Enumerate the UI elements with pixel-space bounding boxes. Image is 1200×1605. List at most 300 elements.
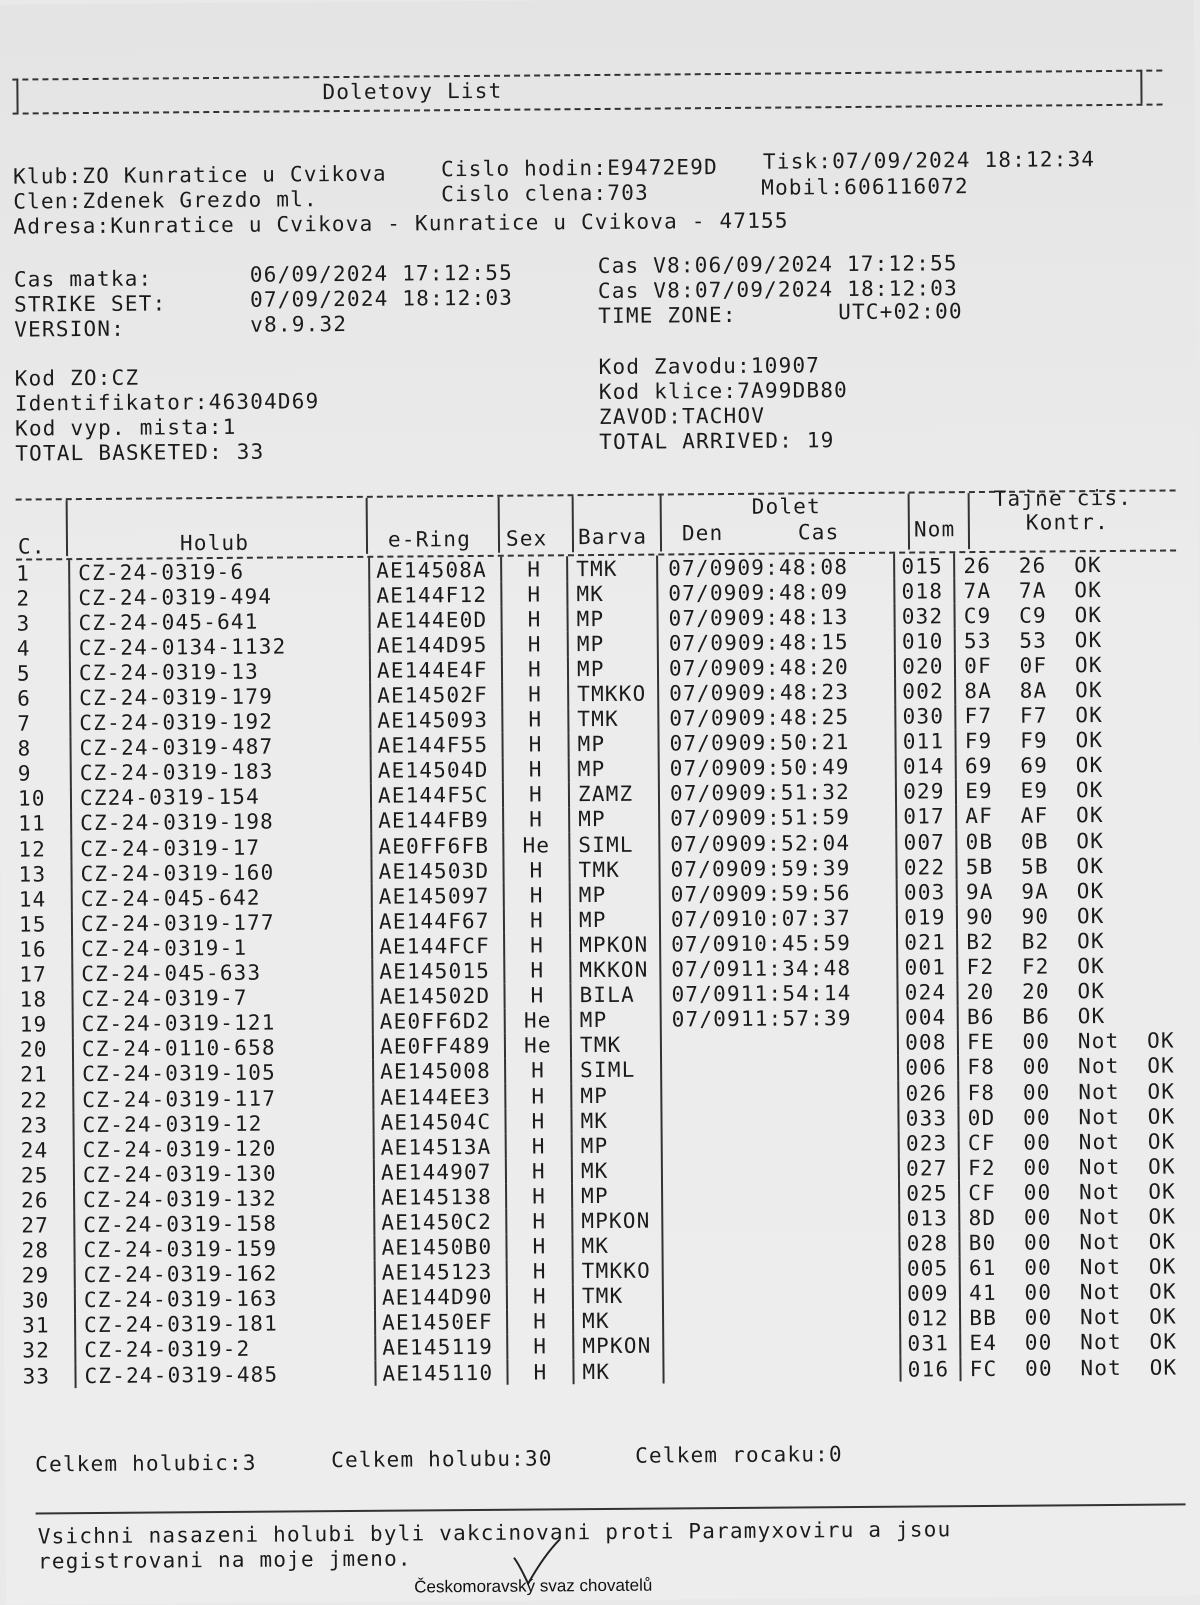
- cell-barva: MPKON: [572, 1208, 662, 1234]
- cell-barva: MP: [571, 1007, 661, 1033]
- title-box: [12, 54, 1162, 131]
- cell-number: 4: [16, 636, 31, 661]
- kod-zo-text: Kod ZO:CZ: [14, 365, 140, 391]
- cas-matka-value: 06/09/2024 17:12:55: [249, 260, 513, 287]
- cell-holub: CZ-24-0319-132: [74, 1185, 374, 1212]
- cell-sex: H: [501, 581, 567, 607]
- cell-barva: MK: [572, 1158, 662, 1184]
- cell-nom: 013: [899, 1206, 959, 1232]
- cell-cas: [744, 1357, 901, 1383]
- cell-holub: CZ-24-0319-177: [72, 909, 372, 936]
- cell-cas: 09:59:56: [739, 880, 851, 906]
- cell-cas: 09:48:13: [737, 604, 849, 630]
- cell-cas: 09:50:21: [738, 730, 850, 756]
- cell-den: 07/09: [660, 956, 740, 982]
- zavod-text: ZAVOD:TACHOV: [598, 403, 766, 429]
- cell-den: 07/09: [660, 981, 740, 1007]
- cell-barva: MK: [571, 1108, 661, 1134]
- cell-number: 24: [20, 1138, 49, 1163]
- cell-kontr: 26 26 OK: [954, 551, 1183, 578]
- cell-barva: TMK: [567, 556, 657, 582]
- cell-number: 25: [20, 1163, 49, 1188]
- cell-den: [662, 1132, 742, 1158]
- cell-holub: CZ-24-0319-485: [75, 1361, 375, 1388]
- cell-nom: 024: [898, 980, 958, 1006]
- cell-barva: MP: [568, 731, 658, 757]
- cell-sex: H: [502, 657, 568, 683]
- cell-nom: 012: [900, 1306, 960, 1332]
- cell-den: [662, 1207, 742, 1233]
- cell-sex: H: [506, 1209, 572, 1235]
- cell-barva: MP: [570, 907, 660, 933]
- kod-zavodu-text: Kod Zavodu:10907: [598, 353, 821, 379]
- clen-text: Clen:Zdenek Grezdo ml.: [13, 187, 318, 214]
- cell-cas: 09:52:04: [739, 830, 851, 856]
- cell-sex: H: [506, 1234, 572, 1260]
- cell-holub: CZ24-0319-154: [71, 784, 371, 811]
- cell-sex: H: [507, 1359, 573, 1385]
- cell-den: 07/09: [659, 806, 739, 832]
- cell-ering: AE1450EF: [375, 1310, 507, 1336]
- cell-barva: TMK: [568, 706, 658, 732]
- cell-barva: TMKKO: [573, 1258, 663, 1284]
- cell-barva: MP: [570, 882, 660, 908]
- col-tajne-header: Tajne cis.: [993, 485, 1133, 511]
- cell-nom: 015: [894, 553, 954, 579]
- cell-cas: 10:45:59: [740, 930, 852, 956]
- cell-barva: MP: [568, 656, 658, 682]
- header-sep: [968, 493, 970, 549]
- cell-den: 07/09: [658, 630, 738, 656]
- cell-sex: H: [501, 556, 567, 582]
- cell-den: [663, 1358, 743, 1384]
- cell-kontr: AF AF OK: [956, 802, 1185, 829]
- total-rocaku: Celkem rocaku:0: [635, 1442, 843, 1468]
- cell-holub: CZ-24-0319-162: [75, 1260, 375, 1287]
- cell-sex: H: [503, 782, 569, 808]
- cell-kontr: 61 00 Not OK: [960, 1254, 1189, 1281]
- cell-number: 33: [22, 1363, 51, 1389]
- cell-number: 29: [21, 1263, 50, 1288]
- cell-ering: AE144EE3: [373, 1084, 505, 1110]
- cell-nom: 011: [896, 729, 956, 755]
- cell-ering: AE144FB9: [371, 808, 503, 834]
- cell-number: 20: [19, 1037, 48, 1062]
- total-arrived-text: TOTAL ARRIVED: 19: [599, 428, 835, 454]
- cell-sex: H: [506, 1184, 572, 1210]
- cell-cas: 09:48:20: [738, 654, 850, 680]
- mobil-text: Mobil:606116072: [761, 174, 969, 200]
- cell-kontr: F7 F7 OK: [955, 702, 1184, 729]
- cell-sex: H: [502, 732, 568, 758]
- cell-number: 1: [16, 561, 31, 586]
- cell-barva: MK: [573, 1308, 663, 1334]
- title-left-border: [16, 79, 18, 113]
- cell-kontr: 0D 00 Not OK: [959, 1103, 1188, 1130]
- cell-nom: 004: [898, 1005, 958, 1031]
- cell-ering: AE145097: [372, 883, 504, 909]
- cell-number: 6: [17, 686, 32, 711]
- cell-holub: CZ-24-0319-192: [70, 708, 370, 735]
- cell-holub: CZ-24-045-633: [72, 959, 372, 986]
- cell-sex: He: [503, 832, 569, 858]
- cell-barva: MP: [569, 756, 659, 782]
- cell-kontr: E9 E9 OK: [956, 777, 1185, 804]
- cell-ering: AE145123: [375, 1259, 507, 1285]
- cell-sex: H: [502, 632, 568, 658]
- cell-cas: [743, 1306, 900, 1332]
- cell-den: 07/09: [657, 580, 737, 606]
- cell-ering: AE0FF6D2: [373, 1008, 505, 1034]
- cell-nom: 016: [901, 1356, 961, 1382]
- cell-barva: MP: [571, 1082, 661, 1108]
- cell-kontr: 9A 9A OK: [957, 878, 1186, 905]
- cell-den: [663, 1258, 743, 1284]
- time-zone-value: UTC+02:00: [838, 299, 963, 325]
- cell-holub: CZ-24-0319-158: [74, 1210, 374, 1237]
- col-sex-header: Sex: [505, 526, 548, 551]
- kod-klice-text: Kod klice:7A99DB80: [598, 378, 849, 404]
- footer-rule: [36, 1503, 1186, 1514]
- cell-sex: H: [507, 1309, 573, 1335]
- cell-barva: MKKON: [570, 957, 660, 983]
- cell-den: 07/09: [657, 555, 737, 581]
- cell-nom: 026: [898, 1080, 958, 1106]
- cell-cas: [743, 1256, 900, 1282]
- cell-barva: SIML: [571, 1057, 661, 1083]
- cell-number: 14: [18, 887, 47, 912]
- cell-number: 10: [17, 786, 46, 811]
- cell-sex: H: [506, 1158, 572, 1184]
- cell-nom: 021: [897, 930, 957, 956]
- cell-holub: CZ-24-0319-13: [70, 658, 370, 685]
- cell-den: 07/09: [658, 705, 738, 731]
- cell-kontr: C9 C9 OK: [955, 602, 1184, 629]
- cell-cas: 11:34:48: [740, 956, 852, 981]
- header-sep: [498, 497, 500, 553]
- title-right-border: [1140, 70, 1142, 104]
- cell-nom: 017: [896, 804, 956, 830]
- cell-number: 13: [18, 862, 47, 887]
- cell-sex: H: [503, 757, 569, 783]
- cell-kontr: FC 00 Not OK: [961, 1354, 1190, 1381]
- cell-number: 26: [21, 1188, 49, 1213]
- cell-number: 28: [21, 1238, 50, 1263]
- cell-nom: 019: [897, 905, 957, 931]
- cell-barva: MK: [572, 1233, 662, 1259]
- cell-cas: 09:51:59: [739, 805, 851, 831]
- cell-nom: 007: [896, 829, 956, 855]
- cell-kontr: 8D 00 Not OK: [959, 1204, 1188, 1231]
- title-top-rule: [12, 70, 1162, 81]
- cell-number: 3: [16, 611, 31, 636]
- cell-den: 07/09: [658, 655, 738, 681]
- cell-cas: 09:50:49: [738, 755, 850, 781]
- cell-kontr: 8A 8A OK: [955, 677, 1184, 704]
- cell-holub: CZ-24-0319-179: [70, 683, 370, 710]
- cell-ering: AE14502F: [370, 682, 502, 708]
- cell-nom: 027: [899, 1155, 959, 1181]
- cell-holub: CZ-24-0319-159: [74, 1235, 374, 1262]
- vaccination-statement-line1: Vsichni nasazeni holubi byli vakcinovani proti Paramyxoviru a jsou: [37, 1517, 952, 1549]
- cell-nom: 029: [896, 779, 956, 805]
- cell-kontr: 0B 0B OK: [956, 827, 1185, 854]
- cell-number: 31: [22, 1313, 50, 1338]
- cell-nom: 010: [895, 628, 955, 654]
- cell-nom: 025: [899, 1181, 959, 1207]
- cell-ering: AE14503D: [371, 858, 503, 884]
- cell-holub: CZ-24-0319-198: [71, 809, 371, 836]
- cell-ering: AE145093: [370, 707, 502, 733]
- kod-vyp-mista-text: Kod vyp. mista:1: [14, 414, 237, 441]
- vaccination-statement-line2: registrovani na moje jmeno.: [37, 1546, 412, 1574]
- cell-sex: H: [507, 1284, 573, 1310]
- cell-den: 07/09: [657, 605, 737, 631]
- cell-ering: AE145119: [375, 1335, 507, 1361]
- cell-nom: 009: [900, 1281, 960, 1307]
- cell-den: 07/09: [660, 881, 740, 907]
- cell-ering: AE144907: [374, 1159, 506, 1185]
- cell-number: 23: [20, 1112, 49, 1138]
- cell-kontr: 0F 0F OK: [955, 652, 1184, 679]
- cell-nom: 030: [895, 704, 955, 730]
- cell-den: 07/09: [660, 931, 740, 957]
- cell-sex: H: [505, 1058, 571, 1084]
- cell-ering: AE145008: [373, 1059, 505, 1085]
- cell-cas: [743, 1332, 900, 1358]
- cell-nom: 002: [895, 679, 955, 705]
- cell-nom: 033: [899, 1105, 959, 1131]
- cell-cas: 11:57:39: [740, 1006, 852, 1032]
- cell-ering: AE144FCF: [372, 933, 504, 959]
- cell-number: 32: [22, 1338, 51, 1364]
- cell-number: 15: [18, 912, 47, 937]
- cell-barva: TMK: [569, 857, 659, 883]
- cell-sex: H: [501, 606, 567, 632]
- cell-sex: H: [502, 707, 568, 733]
- cell-barva: MK: [567, 581, 657, 607]
- cell-cas: [742, 1181, 899, 1207]
- cell-den: 07/09: [660, 906, 740, 932]
- header-sep: [908, 494, 910, 550]
- cell-holub: CZ-24-0319-6: [69, 558, 369, 585]
- cell-holub: CZ-24-0134-1132: [70, 633, 370, 660]
- cell-sex: H: [504, 958, 570, 984]
- cell-kontr: F8 00 Not OK: [958, 1078, 1187, 1105]
- cell-barva: TMKKO: [568, 681, 658, 707]
- cell-sex: He: [505, 1033, 571, 1059]
- cell-kontr: B6 B6 OK: [958, 1003, 1187, 1030]
- cell-ering: AE144D90: [375, 1284, 507, 1310]
- header-sep: [366, 498, 368, 554]
- total-holubic: Celkem holubic:3: [35, 1450, 257, 1477]
- cislo-hodin-text: Cislo hodin:E9472E9D: [440, 155, 719, 182]
- cell-holub: CZ-24-0319-17: [71, 834, 371, 861]
- cell-ering: AE145110: [375, 1360, 507, 1386]
- cell-nom: 006: [898, 1055, 958, 1081]
- klub-text: Klub:ZO Kunratice u Cvikova: [12, 161, 387, 189]
- cell-number: 22: [20, 1087, 49, 1113]
- cell-kontr: 5B 5B OK: [957, 853, 1186, 880]
- title-bottom-rule: [13, 104, 1163, 115]
- cell-kontr: CF 00 Not OK: [959, 1179, 1188, 1206]
- cell-cas: 09:48:09: [737, 579, 849, 605]
- cell-barva: ZAMZ: [569, 781, 659, 807]
- cell-cas: 11:54:14: [740, 981, 852, 1007]
- cell-cas: [741, 1030, 898, 1056]
- cell-kontr: E4 00 Not OK: [960, 1329, 1189, 1356]
- cell-kontr: F9 F9 OK: [956, 727, 1185, 754]
- col-dolet-header: Dolet: [751, 494, 822, 519]
- cell-kontr: 20 20 OK: [958, 978, 1187, 1005]
- cell-ering: AE14504C: [373, 1109, 505, 1135]
- col-kontr-header: Kontr.: [1025, 509, 1109, 535]
- cell-kontr: 90 90 OK: [957, 903, 1186, 930]
- cell-nom: 014: [896, 754, 956, 780]
- col-nom-header: Nom: [913, 517, 956, 542]
- cell-kontr: 53 53 OK: [955, 627, 1184, 654]
- cell-number: 9: [17, 761, 32, 786]
- time-zone-label: TIME ZONE:: [598, 302, 737, 328]
- cell-sex: H: [504, 983, 570, 1009]
- cell-holub: CZ-24-0319-1: [72, 934, 372, 961]
- cas-v8-1: Cas V8:06/09/2024 17:12:55: [597, 251, 958, 279]
- cell-barva: MP: [569, 806, 659, 832]
- cell-cas: 09:48:23: [738, 680, 850, 705]
- cell-kontr: BB 00 Not OK: [960, 1304, 1189, 1331]
- cell-den: 07/09: [658, 680, 738, 706]
- cell-den: [662, 1232, 742, 1258]
- cell-ering: AE0FF489: [373, 1034, 505, 1060]
- cell-cas: [742, 1106, 899, 1132]
- cell-den: [661, 1032, 741, 1058]
- cell-kontr: 69 69 OK: [956, 752, 1185, 779]
- cell-nom: 020: [895, 654, 955, 680]
- cell-kontr: F8 00 Not OK: [958, 1053, 1187, 1080]
- cell-holub: CZ-24-045-641: [69, 608, 369, 635]
- cell-holub: CZ-24-0319-183: [71, 759, 371, 786]
- cell-cas: 10:07:37: [740, 905, 851, 931]
- cell-holub: CZ-24-0319-121: [73, 1009, 373, 1036]
- cell-sex: H: [507, 1334, 573, 1360]
- cell-number: 19: [19, 1012, 48, 1037]
- cell-ering: AE144F12: [369, 582, 501, 608]
- version-label: VERSION:: [14, 316, 126, 342]
- cell-barva: MPKON: [570, 932, 660, 958]
- stamp-text: Českomoravský svaz chovatelů: [414, 1575, 653, 1597]
- cell-den: [661, 1082, 741, 1108]
- cell-ering: AE14502D: [372, 983, 504, 1009]
- cell-kontr: F2 00 Not OK: [959, 1154, 1188, 1181]
- version-value: v8.9.32: [250, 311, 348, 337]
- cell-cas: [743, 1281, 900, 1307]
- cell-cas: 09:51:32: [739, 780, 851, 806]
- cell-ering: AE144E0D: [369, 607, 501, 633]
- cell-den: [663, 1283, 743, 1309]
- cell-cas: 09:48:25: [738, 705, 850, 731]
- cell-barva: MP: [567, 606, 657, 632]
- cell-holub: CZ-24-0319-130: [74, 1160, 374, 1187]
- cell-sex: H: [503, 807, 569, 833]
- identifikator-text: Identifikator:46304D69: [14, 389, 320, 416]
- cell-number: 7: [17, 711, 32, 736]
- cell-sex: H: [506, 1133, 572, 1159]
- cell-cas: [743, 1231, 900, 1257]
- cell-number: 30: [21, 1288, 50, 1313]
- cell-cas: [741, 1081, 898, 1107]
- cell-den: [662, 1157, 742, 1183]
- cell-den: 07/09: [661, 1007, 741, 1033]
- cell-barva: BILA: [570, 982, 660, 1008]
- cell-cas: [741, 1056, 898, 1082]
- cell-ering: AE144F55: [370, 732, 502, 758]
- cell-kontr: B0 00 Not OK: [960, 1229, 1189, 1256]
- cell-holub: CZ-24-0319-7: [72, 984, 372, 1011]
- cell-number: 2: [16, 586, 31, 611]
- cell-sex: H: [502, 682, 568, 708]
- strike-set-label: STRIKE SET:: [13, 291, 167, 317]
- cell-den: 07/09: [659, 756, 739, 782]
- cell-ering: AE0FF6FB: [371, 833, 503, 859]
- cell-ering: AE145138: [374, 1184, 506, 1210]
- cell-number: 12: [18, 836, 47, 862]
- cell-holub: CZ-24-0319-117: [73, 1085, 373, 1112]
- cell-holub: CZ-24-0319-120: [74, 1135, 374, 1162]
- header-sep: [66, 500, 68, 556]
- cell-cas: 09:59:39: [739, 855, 851, 881]
- cell-kontr: FE 00 Not OK: [958, 1028, 1187, 1055]
- cell-kontr: F2 F2 OK: [957, 953, 1186, 980]
- cell-cas: 09:48:08: [737, 554, 849, 580]
- page-title: Doletovy List: [322, 78, 503, 105]
- cell-sex: H: [504, 933, 570, 959]
- adresa-text: Adresa:Kunratice u Cvikova - Kunratice u Cvikova - 47155: [13, 208, 789, 239]
- cell-holub: CZ-24-0319-12: [73, 1110, 373, 1137]
- col-den-header: Den: [681, 521, 724, 546]
- cell-kontr: CF 00 Not OK: [959, 1129, 1188, 1156]
- cell-kontr: 41 00 Not OK: [960, 1279, 1189, 1306]
- cell-barva: TMK: [573, 1283, 663, 1309]
- cell-number: 11: [18, 811, 46, 837]
- cell-number: 18: [19, 987, 48, 1012]
- cell-nom: 031: [900, 1331, 960, 1357]
- cell-cas: [742, 1156, 899, 1182]
- cell-cas: [742, 1206, 899, 1232]
- col-c-header: C.: [17, 534, 46, 559]
- cell-den: [663, 1333, 743, 1359]
- cell-ering: AE144F67: [372, 908, 504, 934]
- cell-barva: MP: [572, 1133, 662, 1159]
- cell-sex: H: [507, 1259, 573, 1285]
- cell-den: [663, 1308, 743, 1334]
- cell-sex: H: [504, 882, 570, 908]
- tisk-text: Tisk:07/09/2024 18:12:34: [762, 147, 1096, 174]
- cell-number: 17: [19, 962, 48, 987]
- cell-holub: CZ-24-0319-487: [70, 733, 370, 760]
- col-holub-header: Holub: [179, 530, 250, 556]
- cell-holub: CZ-24-0319-105: [73, 1060, 373, 1087]
- cell-holub: CZ-24-0110-658: [73, 1035, 373, 1062]
- cell-nom: 008: [898, 1030, 958, 1056]
- cas-matka-label: Cas matka:: [13, 266, 153, 292]
- cell-nom: 005: [900, 1256, 960, 1282]
- header-sep: [572, 496, 574, 552]
- cell-nom: 018: [894, 578, 954, 604]
- results-body: [16, 551, 1190, 1388]
- cell-ering: AE14508A: [369, 557, 501, 583]
- cell-barva: TMK: [571, 1032, 661, 1058]
- cell-number: 21: [20, 1062, 48, 1087]
